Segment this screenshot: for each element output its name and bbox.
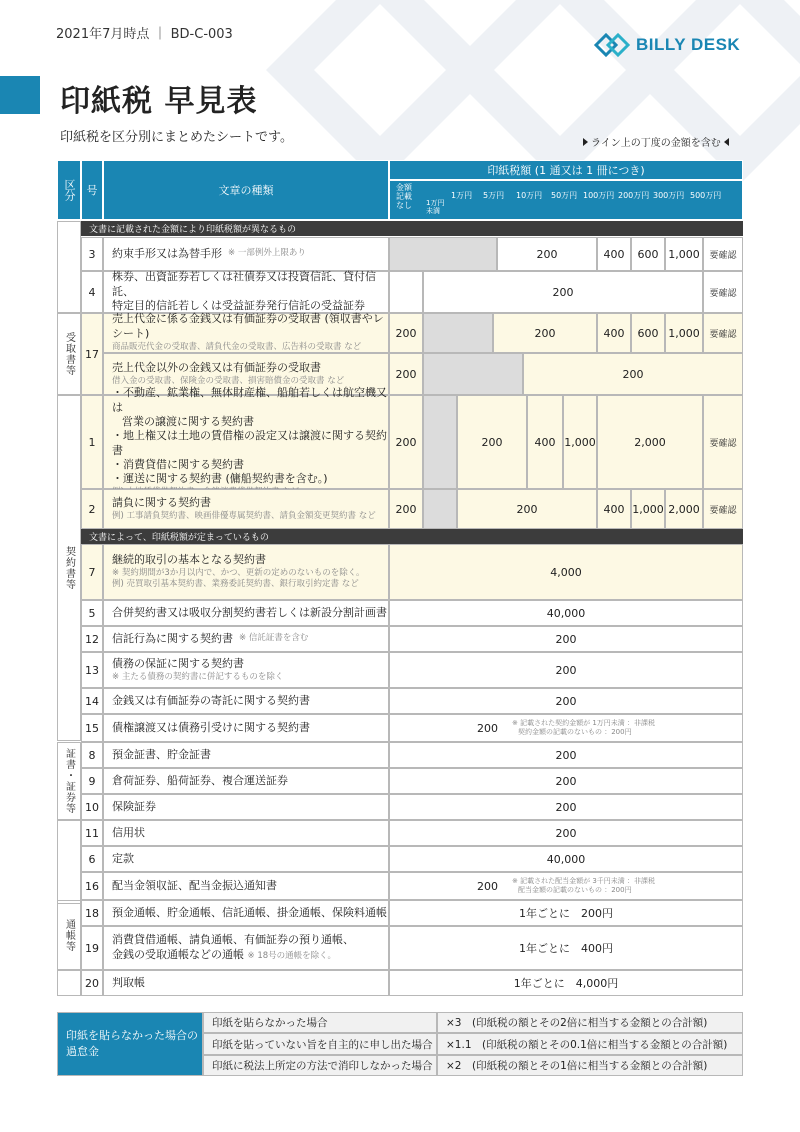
tax-value: 200	[423, 271, 703, 313]
page-subtitle: 印紙税を区分別にまとめたシートです。	[60, 130, 293, 145]
row-type	[103, 970, 389, 996]
penalty-value: ×3 (印紙税の額とその2倍に相当する金額との合計額)	[437, 1012, 743, 1033]
row-no: 14	[81, 688, 103, 714]
category-keiyaku: 契約書等	[57, 395, 81, 741]
row-type	[103, 768, 389, 794]
row-title: 金銭の受取通帳などの通帳	[112, 948, 244, 961]
row-title: 営業の譲渡に関する契約書	[122, 415, 254, 429]
header-tax: 印紙税額 (1 通又は 1 冊につき)	[389, 160, 743, 180]
row-type	[103, 900, 389, 926]
row-no: 9	[81, 768, 103, 794]
confirm-label: 要確認	[703, 313, 743, 353]
row-type	[103, 688, 389, 714]
tax-value: 1,000	[665, 237, 703, 271]
tax-value: 200	[389, 313, 423, 353]
row-title: 債務の保証に関する契約書	[112, 656, 244, 670]
row-title: 信用状	[112, 825, 145, 839]
row-type	[103, 626, 389, 652]
logo-text: BILLY DESK	[636, 35, 741, 54]
tax-value: 200	[389, 395, 423, 489]
penalty-case: 印紙を貼らなかった場合	[203, 1012, 437, 1033]
row-title: 売上代金に係る金銭又は有価証券の受取書 (領収書やレシート)	[112, 312, 384, 341]
category-empty	[57, 221, 81, 313]
amount-label: 1万円	[451, 191, 473, 200]
row-title: 債権譲渡又は債務引受けに関する契約書	[112, 720, 310, 734]
row-note: 配当金額の記載のないもの ：200円	[518, 886, 632, 894]
row-title: ・地上権又は土地の賃借権の設定又は譲渡に関する契約書	[112, 429, 387, 457]
row-no: 11	[81, 820, 103, 846]
amount-label: 500万円	[690, 191, 722, 200]
tax-value: 200	[389, 742, 743, 768]
row-type	[103, 237, 389, 271]
row-type	[103, 742, 389, 768]
row-title: 保険証券	[112, 799, 156, 813]
tax-value: 400	[597, 313, 631, 353]
gray-cell	[423, 395, 457, 489]
row-no: 19	[81, 926, 103, 970]
amount-label: 50万円	[551, 191, 578, 200]
gray-cell	[423, 489, 457, 529]
row-no: 3	[81, 237, 103, 271]
tax-value: 400	[597, 237, 631, 271]
row-type	[103, 600, 389, 626]
amount-label: 100万円	[583, 191, 615, 200]
row-title: 株券、出資証券若しくは社債券又は投資信託、貸付信託、	[112, 269, 376, 298]
tax-value: 200	[389, 820, 743, 846]
row-type	[103, 926, 389, 970]
tax-value: 1年ごとに 200円	[389, 900, 743, 926]
category-juryo: 受取書等	[57, 313, 81, 395]
row-no: 16	[81, 872, 103, 900]
tax-value: 200	[389, 768, 743, 794]
tax-value: 1,000	[563, 395, 597, 489]
row-title: 定款	[112, 851, 134, 865]
penalty-case: 印紙に税法上所定の方法で消印しなかった場合	[203, 1055, 437, 1076]
tax-value-cell	[389, 872, 743, 900]
document-meta: 2021年7月時点 ｜ BD-C-003	[56, 27, 233, 42]
gray-cell	[389, 237, 497, 271]
tax-value: 200	[389, 626, 743, 652]
row-note: ※ 記載された配当金額が 3千円未満 ：非課税	[512, 876, 655, 885]
row-title: ・不動産、鉱業権、無体財産権、船舶若しくは航空機又は	[112, 386, 387, 414]
tax-value: 600	[631, 313, 665, 353]
row-title: 判取帳	[112, 975, 145, 989]
row-note: 例) 工事請負契約書、映画俳優専属契約書、請負金額変更契約書 など	[112, 510, 376, 521]
tax-value: 40,000	[389, 600, 743, 626]
tax-value: 1,000	[631, 489, 665, 529]
row-type	[103, 872, 389, 900]
page-title: 印紙税 早見表	[60, 84, 258, 119]
header-type: 文章の種類	[103, 160, 389, 220]
row-no: 13	[81, 652, 103, 688]
row-title: 配当金領収証、配当金振込通知書	[112, 878, 277, 892]
row-no: 7	[81, 544, 103, 600]
confirm-label: 要確認	[703, 271, 743, 313]
row-no: 5	[81, 600, 103, 626]
row-note: 例) 売買取引基本契約書、業務委託契約書、銀行取引約定書 など	[112, 579, 359, 590]
row-title: 消費貸借通帳、請負通帳、有価証券の預り通帳、	[112, 933, 354, 947]
row-no: 8	[81, 742, 103, 768]
row-title: 預金通帳、貯金通帳、信託通帳、掛金通帳、保険料通帳	[112, 905, 387, 919]
tax-value: 400	[527, 395, 563, 489]
penalty-value: ×2 (印紙税の額とその1倍に相当する金額との合計額)	[437, 1055, 743, 1076]
row-note: ※ 信託証書を含む	[239, 633, 309, 644]
tax-value: 400	[597, 489, 631, 529]
tax-value: 2,000	[597, 395, 703, 489]
row-title: 継続的取引の基本となる契約書	[112, 553, 266, 567]
row-no: 18	[81, 900, 103, 926]
confirm-label: 要確認	[703, 395, 743, 489]
row-note: 契約金額の記載のないもの ：200円	[518, 728, 632, 736]
tax-value: 200	[477, 721, 498, 735]
penalty-value: ×1.1 (印紙税の額とその0.1倍に相当する金額との合計額)	[437, 1033, 743, 1055]
header-none: 金額記載なし	[396, 183, 412, 210]
tax-value: 200	[389, 652, 743, 688]
amount-label: 10万円	[516, 191, 543, 200]
row-no: 4	[81, 271, 103, 313]
tax-value-cell	[389, 714, 743, 742]
tax-value: 200	[389, 688, 743, 714]
row-no: 15	[81, 714, 103, 742]
amount-label: 5万円	[483, 191, 505, 200]
gray-cell	[423, 353, 523, 395]
tax-value: 40,000	[389, 846, 743, 872]
category-tsucho: 通帳等	[57, 900, 81, 970]
penalty-title: 印紙を貼らなかった場合の	[66, 1028, 198, 1042]
penalty-heading	[57, 1012, 203, 1076]
row-title: ・消費貸借に関する契約書	[112, 457, 244, 471]
amount-label: 300万円	[653, 191, 685, 200]
row-title: 約束手形又は為替手形	[112, 246, 222, 260]
tax-value: 1,000	[665, 313, 703, 353]
row-no: 10	[81, 794, 103, 820]
header-go: 号	[81, 160, 103, 220]
row-title: 倉荷証券、船荷証券、複合運送証券	[112, 773, 288, 787]
row-type	[103, 652, 389, 688]
penalty-title: 過怠金	[66, 1045, 99, 1058]
tax-value: 200	[497, 237, 597, 271]
row-type	[103, 714, 389, 742]
amount-label: 200万円	[618, 191, 650, 200]
tax-value: 4,000	[389, 544, 743, 600]
row-title: 預金証書、貯金証書	[112, 747, 211, 761]
section-band: 文書によって、印紙税額が定まっているもの	[81, 529, 743, 544]
row-note: ※ 18号の通帳を除く。	[247, 951, 336, 961]
header-under1: 1万円未満	[426, 199, 445, 215]
tax-value: 200	[523, 353, 743, 395]
row-type	[103, 386, 389, 489]
row-note: ※ 主たる債務の契約書に併記するものを除く	[112, 671, 284, 682]
tax-value: 200	[477, 879, 498, 893]
row-type	[103, 846, 389, 872]
tax-value: 200	[457, 395, 527, 489]
confirm-label: 要確認	[703, 237, 743, 271]
tax-value: 200	[389, 489, 423, 529]
row-title: 信託行為に関する契約書	[112, 631, 233, 645]
row-title: 特定目的信託若しくは受益証券発行信託の受益証券	[112, 299, 365, 313]
confirm-label: 要確認	[703, 489, 743, 529]
row-title: 金銭又は有価証券の寄託に関する契約書	[112, 693, 310, 707]
row-no: 6	[81, 846, 103, 872]
row-no: 12	[81, 626, 103, 652]
penalty-case: 印紙を貼っていない旨を自主的に申し出た場合	[203, 1033, 437, 1055]
line-note-text: ライン上の丁度の金額を含む	[591, 138, 721, 149]
row-type	[103, 313, 389, 353]
row-type	[103, 820, 389, 846]
row-note: ※ 記載された契約金額が 1万円未満 ：非課税	[512, 718, 655, 727]
tax-value: 200	[389, 353, 423, 395]
row-no: 17	[81, 313, 103, 395]
row-type	[103, 489, 389, 529]
row-title: 売上代金以外の金銭又は有価証券の受取書	[112, 360, 321, 374]
empty-cell	[389, 271, 423, 313]
header-kubun: 区分	[57, 160, 81, 220]
row-type	[103, 794, 389, 820]
category-empty	[57, 970, 81, 996]
row-no: 20	[81, 970, 103, 996]
tax-value: 600	[631, 237, 665, 271]
gray-cell	[423, 313, 493, 353]
row-type	[103, 271, 389, 313]
tax-value: 200	[493, 313, 597, 353]
section-band: 文書に記載された金額により印紙税額が異なるもの	[81, 221, 743, 236]
row-no: 1	[81, 395, 103, 489]
category-empty	[57, 820, 81, 904]
row-note: ※ 一部例外上限あり	[228, 248, 306, 259]
row-no: 2	[81, 489, 103, 529]
row-note: 借入金の受取書、保険金の受取書、損害賠償金の受取書 など	[112, 375, 345, 386]
row-note: ※ 契約期間が3か月以内で、かつ、更新の定めのないものを除く。	[112, 567, 365, 578]
tax-value: 200	[389, 794, 743, 820]
tax-value: 1年ごとに 4,000円	[389, 970, 743, 996]
tax-value: 2,000	[665, 489, 703, 529]
tax-value: 1年ごとに 400円	[389, 926, 743, 970]
category-shosho: 証書・証券等	[57, 742, 81, 820]
row-type	[103, 544, 389, 600]
row-title: 請負に関する契約書	[112, 495, 211, 509]
row-note: 商品販売代金の受取書、請負代金の受取書、広告料の受取書 など	[112, 342, 362, 353]
row-title: ・運送に関する契約書 (傭船契約書を含む。)	[112, 472, 328, 486]
tax-value: 200	[457, 489, 597, 529]
row-title: 合併契約書又は吸収分割契約書若しくは新設分割計画書	[112, 605, 387, 619]
